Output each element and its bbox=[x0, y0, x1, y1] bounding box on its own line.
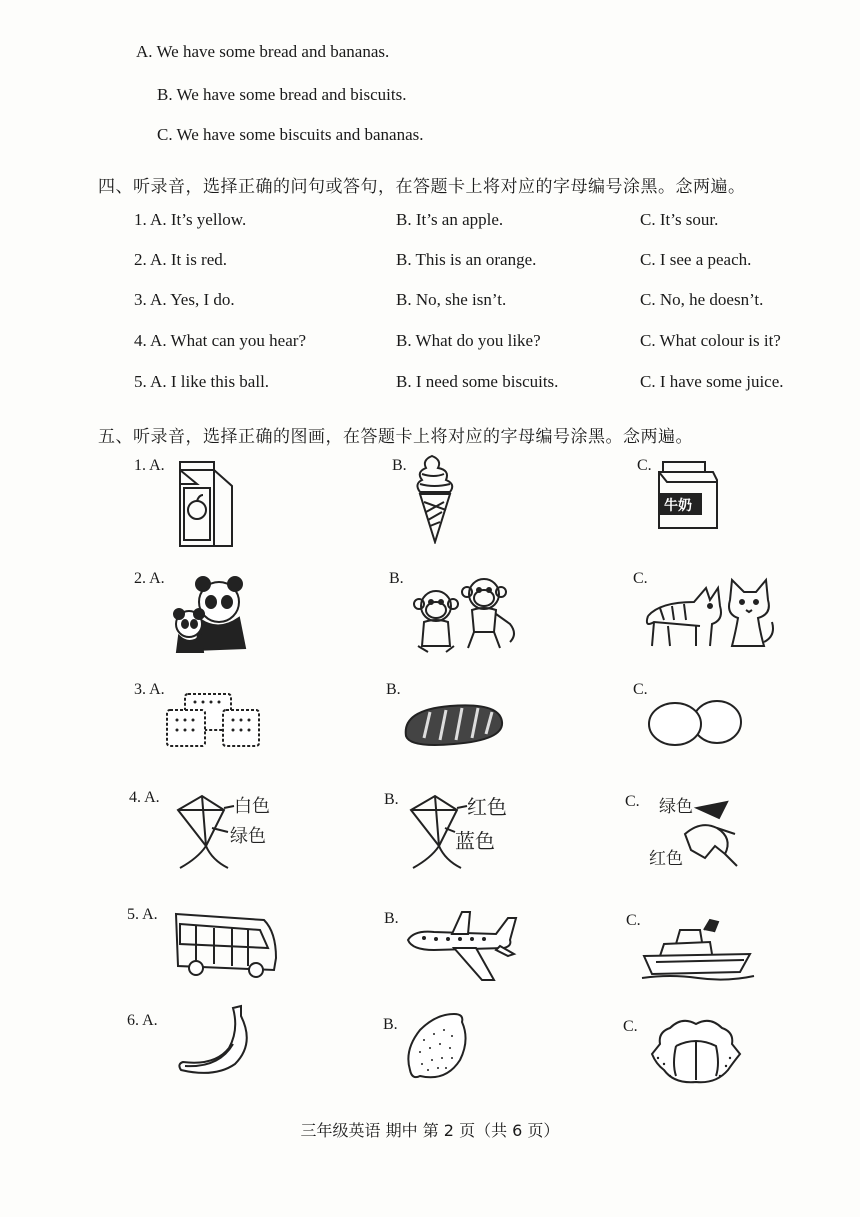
pandas-icon bbox=[167, 574, 251, 656]
option-a: 1. A. It’s yellow. bbox=[134, 210, 247, 229]
row4-label-c: C. bbox=[625, 793, 640, 810]
kite-a-label-1: 白色 bbox=[234, 796, 270, 817]
option-a: 5. A. I like this ball. bbox=[134, 372, 270, 391]
section5-title: 五、听录音，选择正确的图画，在答题卡上将对应的字母编号涂黑。念两遍。 bbox=[98, 427, 693, 447]
kite-b-label-1: 红色 bbox=[467, 795, 507, 819]
kite-a-label-2: 绿色 bbox=[230, 826, 266, 847]
row2-label-a: 2. A. bbox=[134, 570, 165, 587]
kite-c-label-1: 绿色 bbox=[659, 797, 693, 817]
row1-label-c: C. bbox=[637, 457, 652, 474]
row2-label-c: C. bbox=[633, 570, 648, 587]
row1-label-a: 1. A. bbox=[134, 457, 165, 474]
kite-red-blue-icon bbox=[405, 792, 525, 874]
option-a: 3. A. Yes, I do. bbox=[134, 290, 235, 309]
row6-label-c: C. bbox=[623, 1018, 638, 1035]
ice-cream-cone-icon bbox=[410, 452, 460, 544]
row4-label-b: B. bbox=[384, 791, 399, 808]
row3-label-b: B. bbox=[386, 681, 401, 698]
row2-label-b: B. bbox=[389, 570, 404, 587]
option-c: C. I have some juice. bbox=[640, 372, 784, 391]
row6-label-b: B. bbox=[383, 1016, 398, 1033]
bread-icon bbox=[400, 700, 506, 748]
row3-label-c: C. bbox=[633, 681, 648, 698]
option-b: B. This is an orange. bbox=[396, 250, 537, 269]
row5-label-b: B. bbox=[384, 910, 399, 927]
ship-icon bbox=[640, 916, 756, 982]
option-c: C. No, he doesn’t. bbox=[640, 290, 764, 309]
plane-icon bbox=[404, 910, 520, 986]
row4-label-a: 4. A. bbox=[129, 789, 160, 806]
row5-label-c: C. bbox=[626, 912, 641, 929]
option-b: B. No, she isn’t. bbox=[396, 290, 507, 309]
option-a: 4. A. What can you hear? bbox=[134, 331, 306, 350]
cats-icon bbox=[640, 572, 780, 652]
option-c: C. I see a peach. bbox=[640, 250, 752, 269]
milk-carton-icon bbox=[655, 458, 721, 532]
bus-icon bbox=[172, 908, 282, 980]
option-c: C. It’s sour. bbox=[640, 210, 719, 229]
eggs-icon bbox=[645, 698, 745, 748]
page-footer: 三年级英语 期中 第 2 页（共 6 页） bbox=[300, 1121, 560, 1140]
bird-kite-green-red-icon bbox=[645, 794, 745, 874]
kite-c-label-2: 红色 bbox=[649, 849, 683, 869]
apple-juice-carton-icon bbox=[172, 458, 242, 550]
row5-label-a: 5. A. bbox=[127, 906, 158, 923]
orange-icon bbox=[646, 1014, 746, 1086]
carton-text: 牛奶 bbox=[664, 498, 692, 514]
row1-label-b: B. bbox=[392, 457, 407, 474]
option-b: B. It’s an apple. bbox=[396, 210, 504, 229]
lemon-icon bbox=[404, 1010, 470, 1082]
option-c: C. What colour is it? bbox=[640, 331, 781, 350]
banana-icon bbox=[175, 1004, 259, 1078]
q6-option-b: B. We have some bread and biscuits. bbox=[157, 85, 407, 104]
option-b: B. What do you like? bbox=[396, 331, 541, 350]
section4-title: 四、听录音，选择正确的问句或答句，在答题卡上将对应的字母编号涂黑。念两遍。 bbox=[98, 177, 746, 197]
row6-label-a: 6. A. bbox=[127, 1012, 158, 1029]
monkeys-icon bbox=[410, 574, 522, 654]
kite-white-green-icon bbox=[172, 792, 282, 872]
option-b: B. I need some biscuits. bbox=[396, 372, 559, 391]
row3-label-a: 3. A. bbox=[134, 681, 165, 698]
q6-option-c: C. We have some biscuits and bananas. bbox=[157, 125, 424, 144]
option-a: 2. A. It is red. bbox=[134, 250, 228, 269]
q6-option-a: A. We have some bread and bananas. bbox=[136, 42, 390, 61]
biscuits-icon bbox=[163, 690, 263, 752]
kite-b-label-2: 蓝色 bbox=[455, 829, 495, 853]
